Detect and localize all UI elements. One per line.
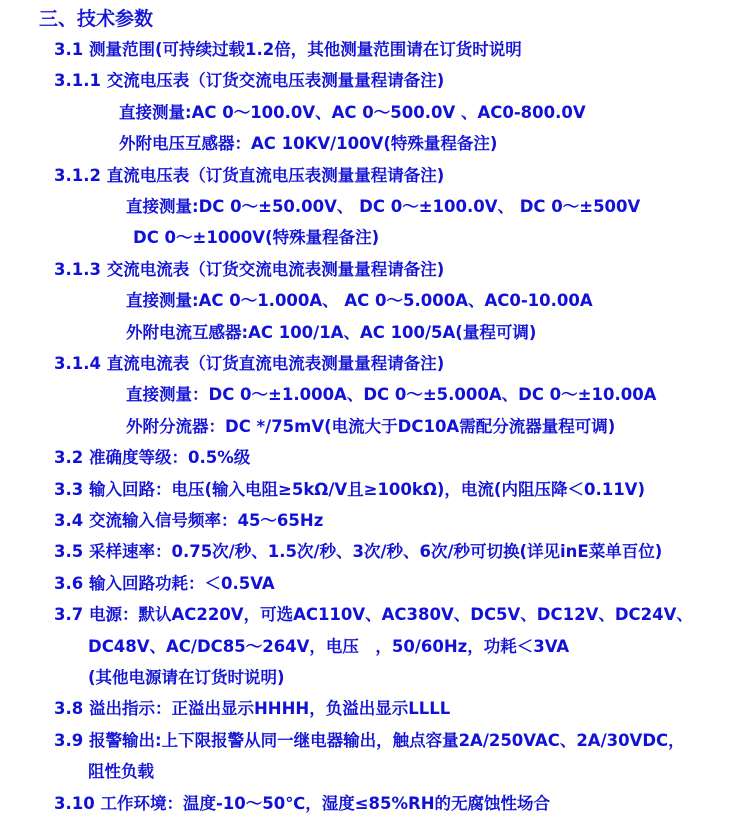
spec-3-9: 3.9 报警输出:上下限报警从同一继电器输出，触点容量2A/250VAC、2A/30VDC， bbox=[54, 731, 685, 750]
spec-3-1-4-shunt: 外附分流器：DC */75mV(电流大于DC10A需配分流器量程可调) bbox=[126, 417, 616, 436]
spec-3-7-note: (其他电源请在订货时说明) bbox=[88, 668, 285, 687]
spec-3-1-2-direct-cont: DC 0～±1000V(特殊量程备注) bbox=[133, 228, 380, 247]
spec-3-1-1-direct: 直接测量:AC 0～100.0V、AC 0～500.0V 、AC0-800.0V bbox=[119, 103, 586, 122]
spec-3-9-cont: 阻性负载 bbox=[88, 762, 154, 781]
spec-3-1-4-direct: 直接测量：DC 0～±1.000A、DC 0～±5.000A、DC 0～±10.00A bbox=[126, 385, 657, 404]
spec-3-1-4: 3.1.4 直流电流表（订货直流电流表测量量程请备注) bbox=[54, 354, 445, 373]
spec-3-3: 3.3 输入回路：电压(输入电阻≥5kΩ/V且≥100kΩ)，电流(内阻压降＜0.11V) bbox=[54, 480, 645, 499]
spec-3-1-1: 3.1.1 交流电压表（订货交流电压表测量量程请备注) bbox=[54, 71, 445, 90]
spec-3-1-1-transformer: 外附电压互感器：AC 10KV/100V(特殊量程备注) bbox=[119, 134, 498, 153]
spec-3-4: 3.4 交流输入信号频率：45～65Hz bbox=[54, 511, 324, 530]
spec-3-1-3-direct: 直接测量:AC 0～1.000A、 AC 0～5.000A、AC0-10.00A bbox=[126, 291, 593, 310]
spec-3-1-3: 3.1.3 交流电流表（订货交流电流表测量量程请备注) bbox=[54, 260, 445, 279]
spec-3-6: 3.6 输入回路功耗：＜0.5VA bbox=[54, 574, 275, 593]
spec-3-10: 3.10 工作环境：温度-10～50℃，湿度≤85%RH的无腐蚀性场合 bbox=[54, 794, 551, 813]
spec-3-5: 3.5 采样速率：0.75次/秒、1.5次/秒、3次/秒、6次/秒可切换(详见inE菜单百位) bbox=[54, 542, 663, 561]
spec-3-1: 3.1 测量范围(可持续过载1.2倍，其他测量范围请在订货时说明 bbox=[54, 40, 522, 59]
spec-3-1-2-direct: 直接测量:DC 0～±50.00V、 DC 0～±100.0V、 DC 0～±500V bbox=[126, 197, 641, 216]
spec-3-7-cont: DC48V、AC/DC85～264V，电压 ，50/60Hz，功耗＜3VA bbox=[88, 637, 570, 656]
spec-3-1-2: 3.1.2 直流电压表（订货直流电压表测量量程请备注) bbox=[54, 166, 445, 185]
spec-3-2: 3.2 准确度等级：0.5%级 bbox=[54, 448, 251, 467]
spec-3-8: 3.8 溢出指示：正溢出显示HHHH，负溢出显示LLLL bbox=[54, 699, 451, 718]
spec-3-7: 3.7 电源：默认AC220V，可选AC110V、AC380V、DC5V、DC12V、DC24V、 bbox=[54, 605, 693, 624]
spec-3-1-3-transformer: 外附电流互感器:AC 100/1A、AC 100/5A(量程可调) bbox=[126, 323, 537, 342]
section-title: 三、技术参数 bbox=[39, 8, 154, 30]
